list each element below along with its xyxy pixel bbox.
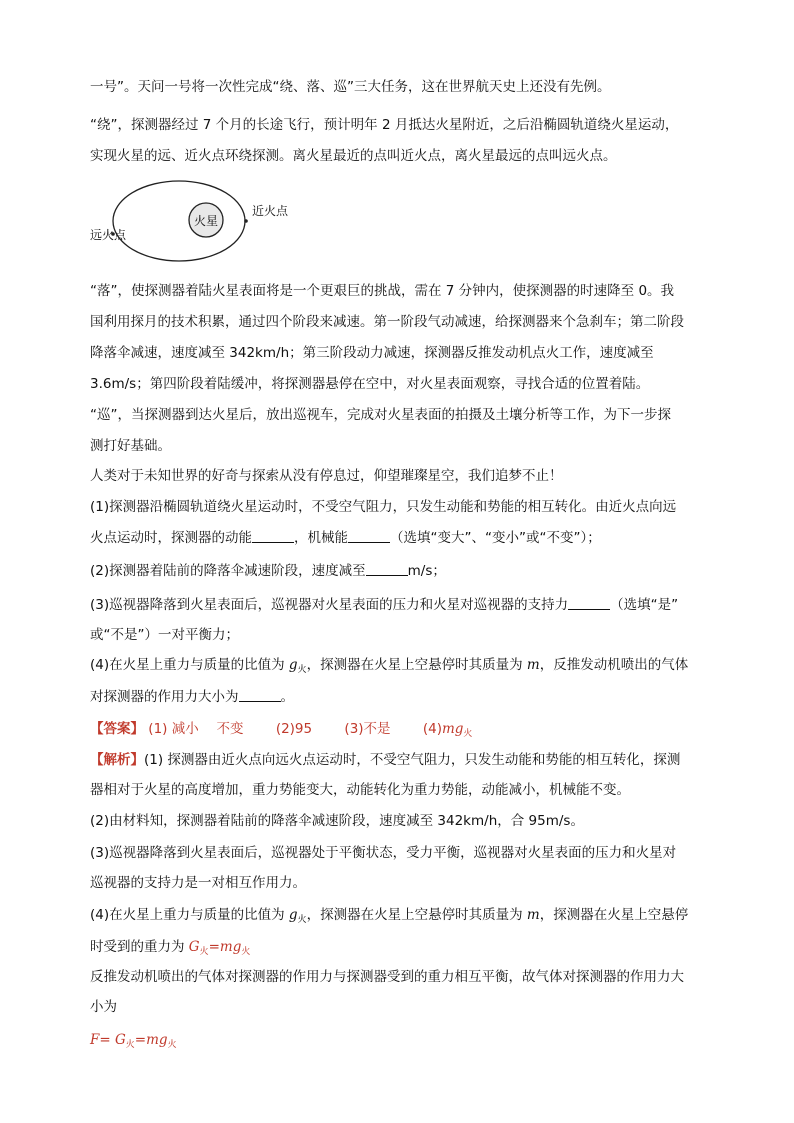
question-4-line-1 (90, 656, 688, 679)
intro-line-1: 一号”。天问一号将一次性完成“绕、落、巡”三大任务，这在世界航天史上还没有先例。 (90, 79, 611, 95)
analysis-line-9: 小为 (90, 999, 117, 1015)
analysis-line-3: (2)由材料知，探测器着陆前的降落伞减速阶段，速度减至 342km/h，合 95m/s。 (90, 813, 584, 829)
answer-blank (348, 530, 390, 543)
analysis-p4-b: ，探测器在火星上空悬停时其质量为 (306, 907, 523, 923)
mg-subscript: 火 (167, 1040, 177, 1050)
q1-text-a: 火点运动时，探测器的动能 (90, 530, 252, 546)
analysis-line-5: 巡视器的支持力是一对相互作用力。 (90, 875, 306, 891)
xun-line-3: 人类对于未知世界的好奇与探索从没有停息过，仰望璀璨星空，我们追梦不止！ (90, 468, 563, 484)
answer-4-sub: 火 (463, 729, 473, 739)
orbit-ellipse (113, 181, 245, 261)
far-point-label: 远火点 (90, 228, 127, 242)
question-1-line-1: (1)探测器沿椭圆轨道绕火星运动时，不受空气阻力，只发生动能和势能的相互转化。由近火点向远 (90, 499, 677, 515)
answer-4: (4) (422, 721, 442, 737)
q4-text-b: ，探测器在火星上空悬停时其质量为 (306, 657, 523, 673)
q4-text-e: 。 (280, 689, 294, 705)
g-symbol: g (288, 907, 298, 923)
q4-text-c: ，反推发动机喷出的气体 (539, 657, 689, 673)
G-subscript: 火 (199, 947, 209, 957)
analysis-p4-c: ，探测器在火星上空悬停 (539, 907, 689, 923)
q3-text-b: （选填“是” (610, 597, 679, 613)
m-symbol: m (526, 657, 540, 673)
m-symbol: m (526, 907, 540, 923)
xun-line-1: “巡”，当探测器到达火星后，放出巡视车，完成对火星表面的拍摄及土壤分析等工作，为下一步探 (90, 407, 671, 423)
answer-blank (239, 689, 281, 702)
analysis-line-1 (90, 751, 680, 769)
intro-line-2: “绕”，探测器经过 7 个月的长途飞行，预计明年 2 月抵达火星附近，之后沿椭圆轨道绕火星运动， (90, 117, 679, 133)
equals-sign: = (99, 1032, 115, 1048)
near-point-dot (244, 219, 248, 223)
equals-sign: = (134, 1032, 147, 1048)
G-subscript: 火 (125, 1040, 135, 1050)
luo-line-3: 降落伞减速，速度减至 342km/h；第三阶段动力减速，探测器反推发动机点火工作，速度减至 (90, 345, 654, 361)
mg-subscript: 火 (241, 947, 251, 957)
g-subscript: 火 (297, 665, 307, 675)
answer-1: (1) 减小 不变 (148, 721, 244, 737)
intro-line-3: 实现火星的远、近火点环绕探测。离火星最近的点叫近火点，离火星最远的点叫远火点。 (90, 148, 617, 164)
G-symbol: G (188, 939, 200, 955)
answer-4-mg: mg (441, 721, 464, 737)
equals-sign: = (208, 939, 220, 955)
luo-line-2: 国利用探月的技术积累，通过四个阶段来减速。第一阶段气动减速，给探测器来个急刹车；第二阶段 (90, 314, 684, 330)
question-3-line-2: 或“不是”）一对平衡力； (90, 627, 239, 643)
analysis-line-8: 反推发动机喷出的气体对探测器的作用力与探测器受到的重力相互平衡，故气体对探测器的作用力大 (90, 969, 684, 985)
near-point-label: 近火点 (252, 204, 289, 218)
analysis-line-6 (90, 906, 688, 929)
xun-line-2: 测打好基础。 (90, 438, 171, 454)
g-symbol: g (288, 657, 298, 673)
question-3-line-1 (90, 596, 678, 614)
analysis-p4-a: (4)在火星上重力与质量的比值为 (90, 907, 285, 923)
q4-text-d: 对探测器的作用力大小为 (90, 689, 239, 705)
q3-text-a: (3)巡视器降落到火星表面后，巡视器对火星表面的压力和火星对巡视器的支持力 (90, 597, 569, 613)
analysis-line-2: 器相对于火星的高度增加，重力势能变大，动能转化为重力势能，动能减小，机械能不变。 (90, 782, 630, 798)
answer-line (90, 720, 472, 743)
luo-line-1: “落”，使探测器着陆火星表面将是一个更艰巨的挑战，需在 7 分钟内，使探测器的时速降至 0。我 (90, 283, 675, 299)
answer-blank (366, 563, 408, 576)
F-symbol: F (90, 1032, 100, 1048)
analysis-line-7 (90, 938, 250, 961)
analysis-p1-a: (1) 探测器由近火点向远火点运动时，不受空气阻力，只发生动能和势能的相互转化，探测 (144, 752, 681, 768)
luo-line-4: 3.6m/s；第四阶段着陆缓冲，将探测器悬停在空中，对火星表面观察，寻找合适的位置着陆。 (90, 376, 650, 392)
mg-symbol: mg (146, 1032, 168, 1048)
q2-text-b: m/s； (407, 563, 446, 579)
question-4-line-2 (90, 688, 294, 706)
analysis-label: 【解析】 (90, 752, 144, 768)
g-subscript: 火 (297, 915, 307, 925)
orbit-diagram (86, 176, 306, 266)
mg-symbol: mg (219, 939, 242, 955)
G-symbol: G (114, 1032, 126, 1048)
q1-text-b: ，机械能 (294, 530, 348, 546)
answer-label: 【答案】 (90, 721, 144, 737)
q4-text-a: (4)在火星上重力与质量的比值为 (90, 657, 285, 673)
analysis-line-4: (3)巡视器降落到火星表面后，巡视器处于平衡状态，受力平衡，巡视器对火星表面的压力和火星对 (90, 845, 677, 861)
answer-blank (252, 530, 294, 543)
analysis-line-10 (90, 1031, 177, 1054)
question-2 (90, 562, 446, 580)
q1-text-c: （选填“变大”、“变小”或“不变”）； (390, 530, 601, 546)
answer-3: (3)不是 (344, 721, 391, 737)
question-1-line-2 (90, 529, 601, 547)
analysis-p4-d: 时受到的重力为 (90, 939, 185, 955)
mars-label: 火星 (194, 214, 219, 228)
answer-blank (568, 597, 610, 610)
answer-2: (2)95 (275, 721, 313, 737)
q2-text-a: (2)探测器着陆前的降落伞减速阶段，速度减至 (90, 563, 366, 579)
